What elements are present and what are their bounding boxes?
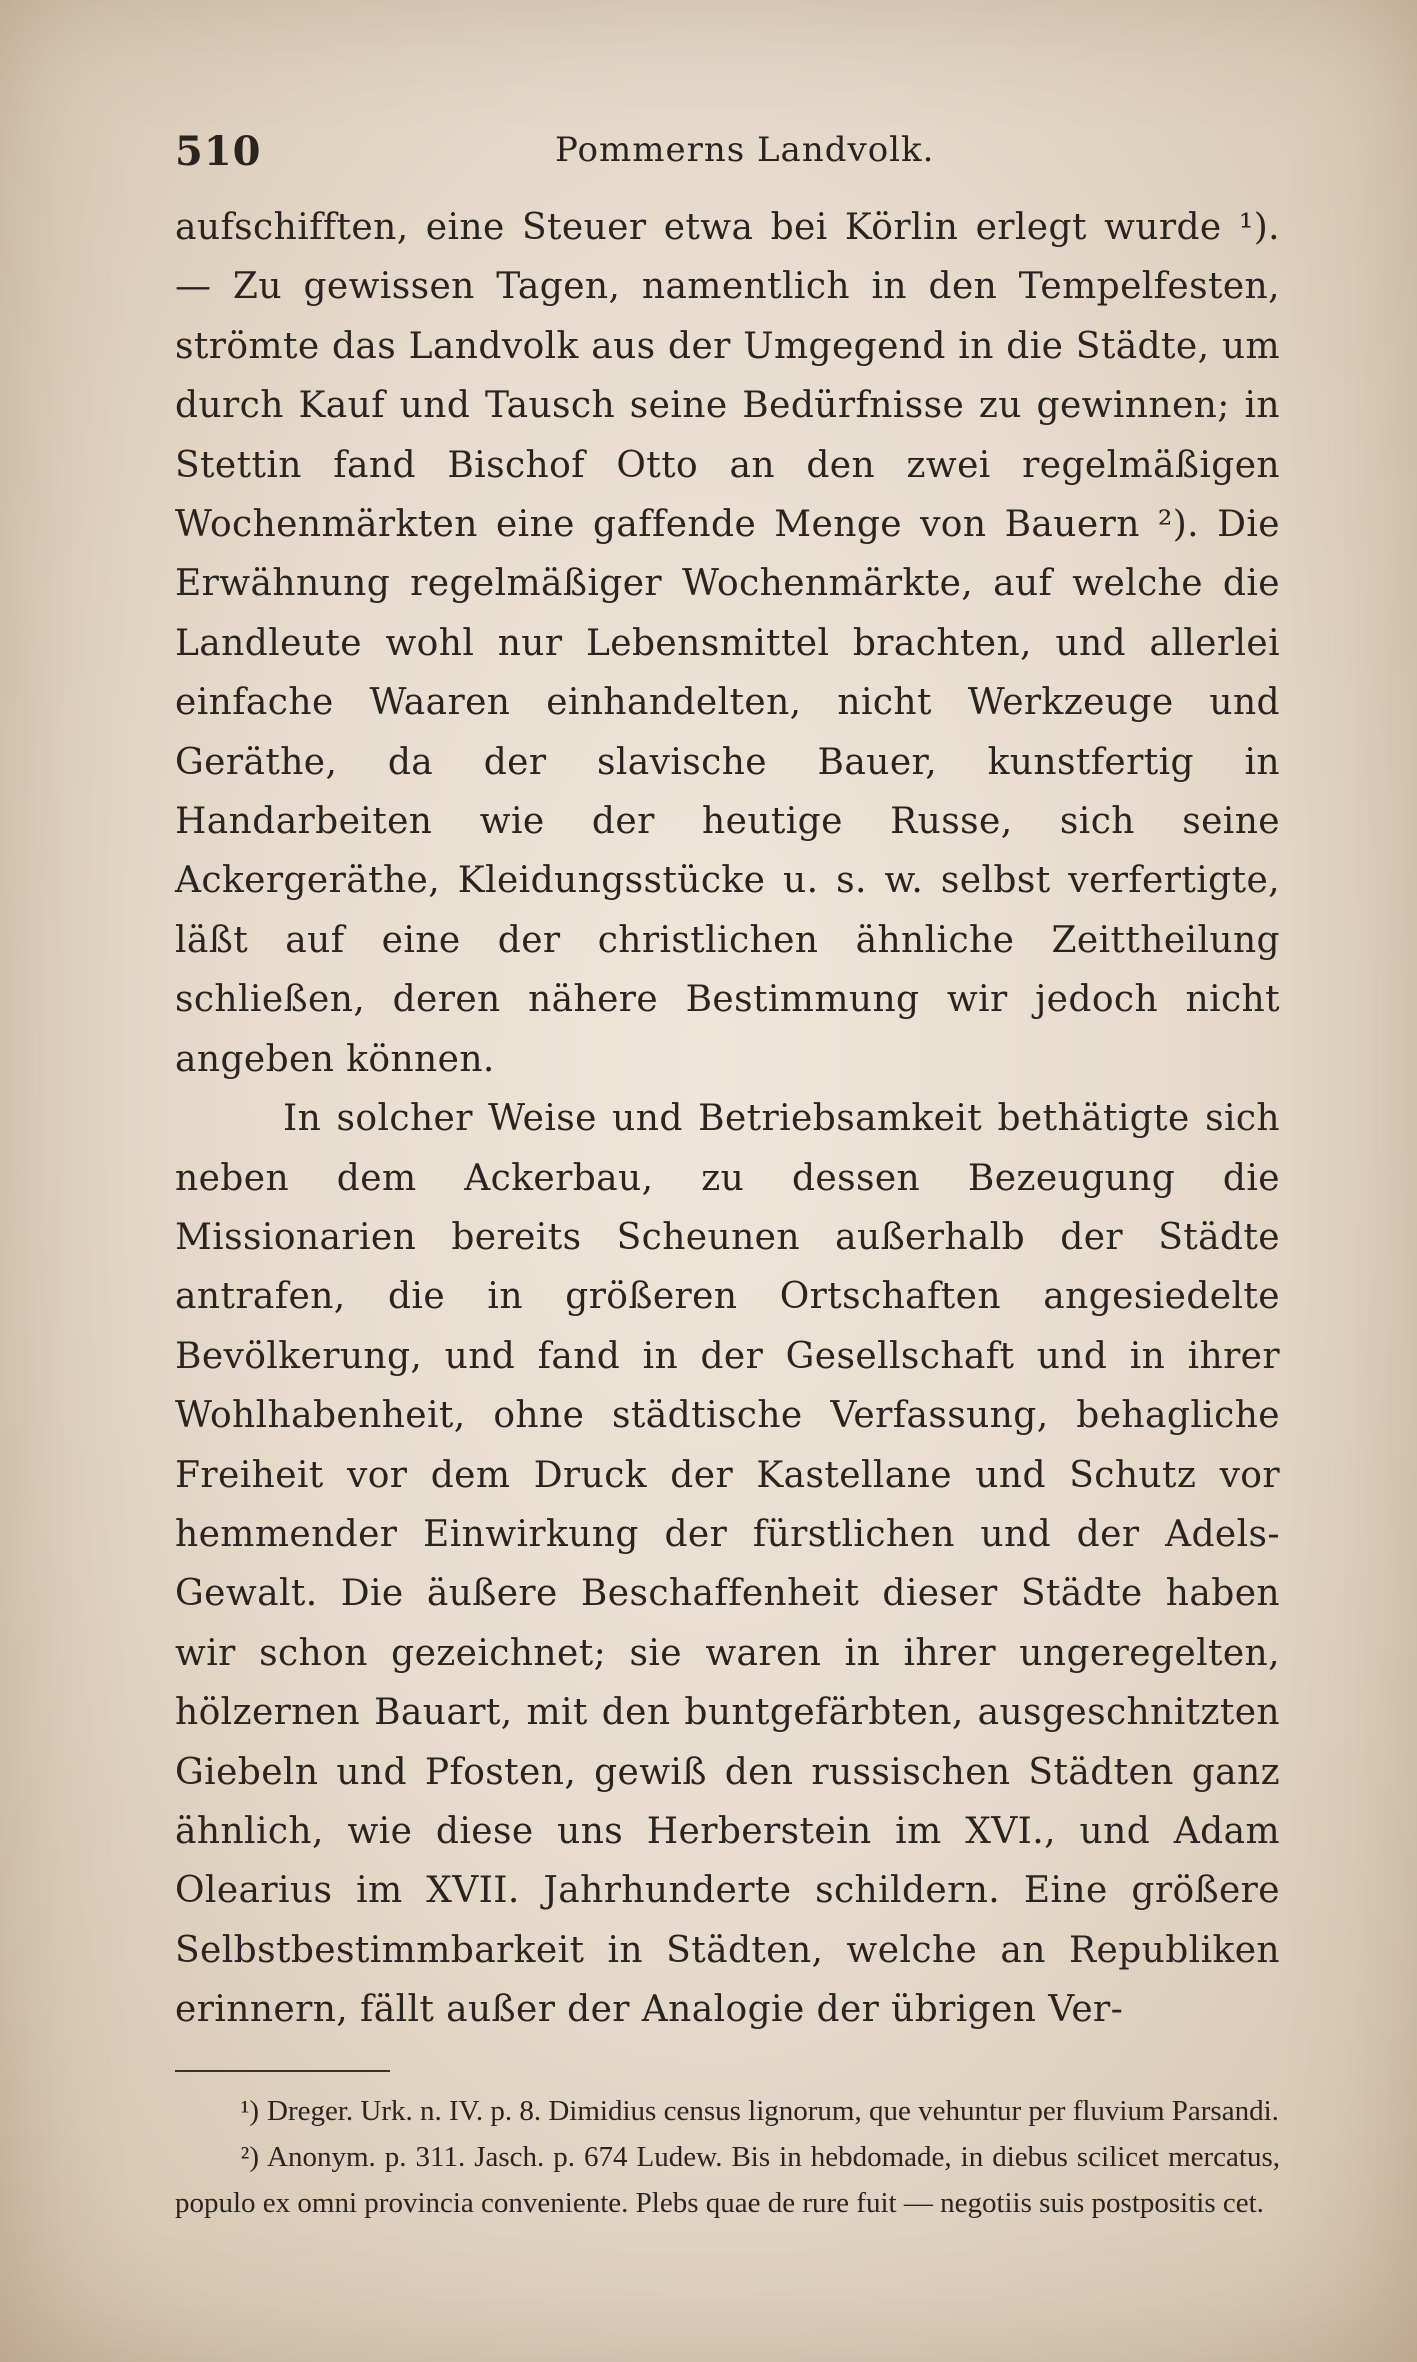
footnote-marker: ¹) (240, 2094, 259, 2127)
footnote-text: Anonym. p. 311. Jasch. p. 674 Ludew. Bis in hebdomade, in diebus scilicet mercatus, populo ex omni provincia conveniente. Plebs quae de rure fuit — negotiis suis postpositis cet. (175, 2140, 1280, 2219)
book-page (175, 118, 1280, 2226)
running-title: Pommerns Landvolk. (555, 130, 935, 170)
running-head (175, 118, 1280, 198)
footnotes (175, 2088, 1280, 2226)
footnote-text: Dreger. Urk. n. IV. p. 8. Dimidius census lignorum, que vehuntur per fluvium Parsandi. (267, 2094, 1279, 2127)
paragraph-2: In solcher Weise und Betriebsamkeit bethätigte sich neben dem Ackerbau, zu dessen Bezeugung die Missionarien bereits Scheunen außerhalb der Städte antrafen, die in größeren Ortschaften angesiedelte Bevölkerung, und fand in der Gesellschaft und in ihrer Wohlhabenheit, ohne städtische Verfassung, behagliche Freiheit vor dem Druck der Kastellane und Schutz vor hemmender Einwirkung der fürstlichen und der Adels-Gewalt. Die äußere Beschaffenheit dieser Städte haben wir schon gezeichnet; sie waren in ihrer ungeregelten, hölzernen Bauart, mit den buntgefärbten, ausgeschnitzten Giebeln und Pfosten, gewiß den russischen Städten ganz ähnlich, wie diese uns Herberstein im XVI., und Adam Olearius im XVII. Jahrhunderte schildern. Eine größere Selbstbestimmbarkeit in Städten, welche an Republiken erinnern, fällt außer der Analogie der übrigen Ver- (175, 1098, 1280, 2031)
main-text (175, 198, 1280, 2040)
footnote-marker: ²) (240, 2140, 259, 2173)
footnote-1 (175, 2088, 1280, 2134)
footnote-divider (175, 2070, 390, 2072)
paragraph-1: aufschifften, eine Steuer etwa bei Körlin erlegt wurde ¹). — Zu gewissen Tagen, namentlich in den Tempelfesten, strömte das Landvolk aus der Umgegend in die Städte, um durch Kauf und Tausch seine Bedürfnisse zu gewinnen; in Stettin fand Bischof Otto an den zwei regelmäßigen Wochenmärkten eine gaffende Menge von Bauern ²). Die Erwähnung regelmäßiger Wochenmärkte, auf welche die Landleute wohl nur Lebensmittel brachten, und allerlei einfache Waaren einhandelten, nicht Werkzeuge und Geräthe, da der slavische Bauer, kunstfertig in Handarbeiten wie der heutige Russe, sich seine Ackergeräthe, Kleidungsstücke u. s. w. selbst verfertigte, läßt auf eine der christlichen ähnliche Zeittheilung schließen, deren nähere Bestimmung wir jedoch nicht angeben können. (175, 207, 1280, 1080)
footnote-2 (175, 2134, 1280, 2226)
page-number: 510 (175, 128, 262, 175)
